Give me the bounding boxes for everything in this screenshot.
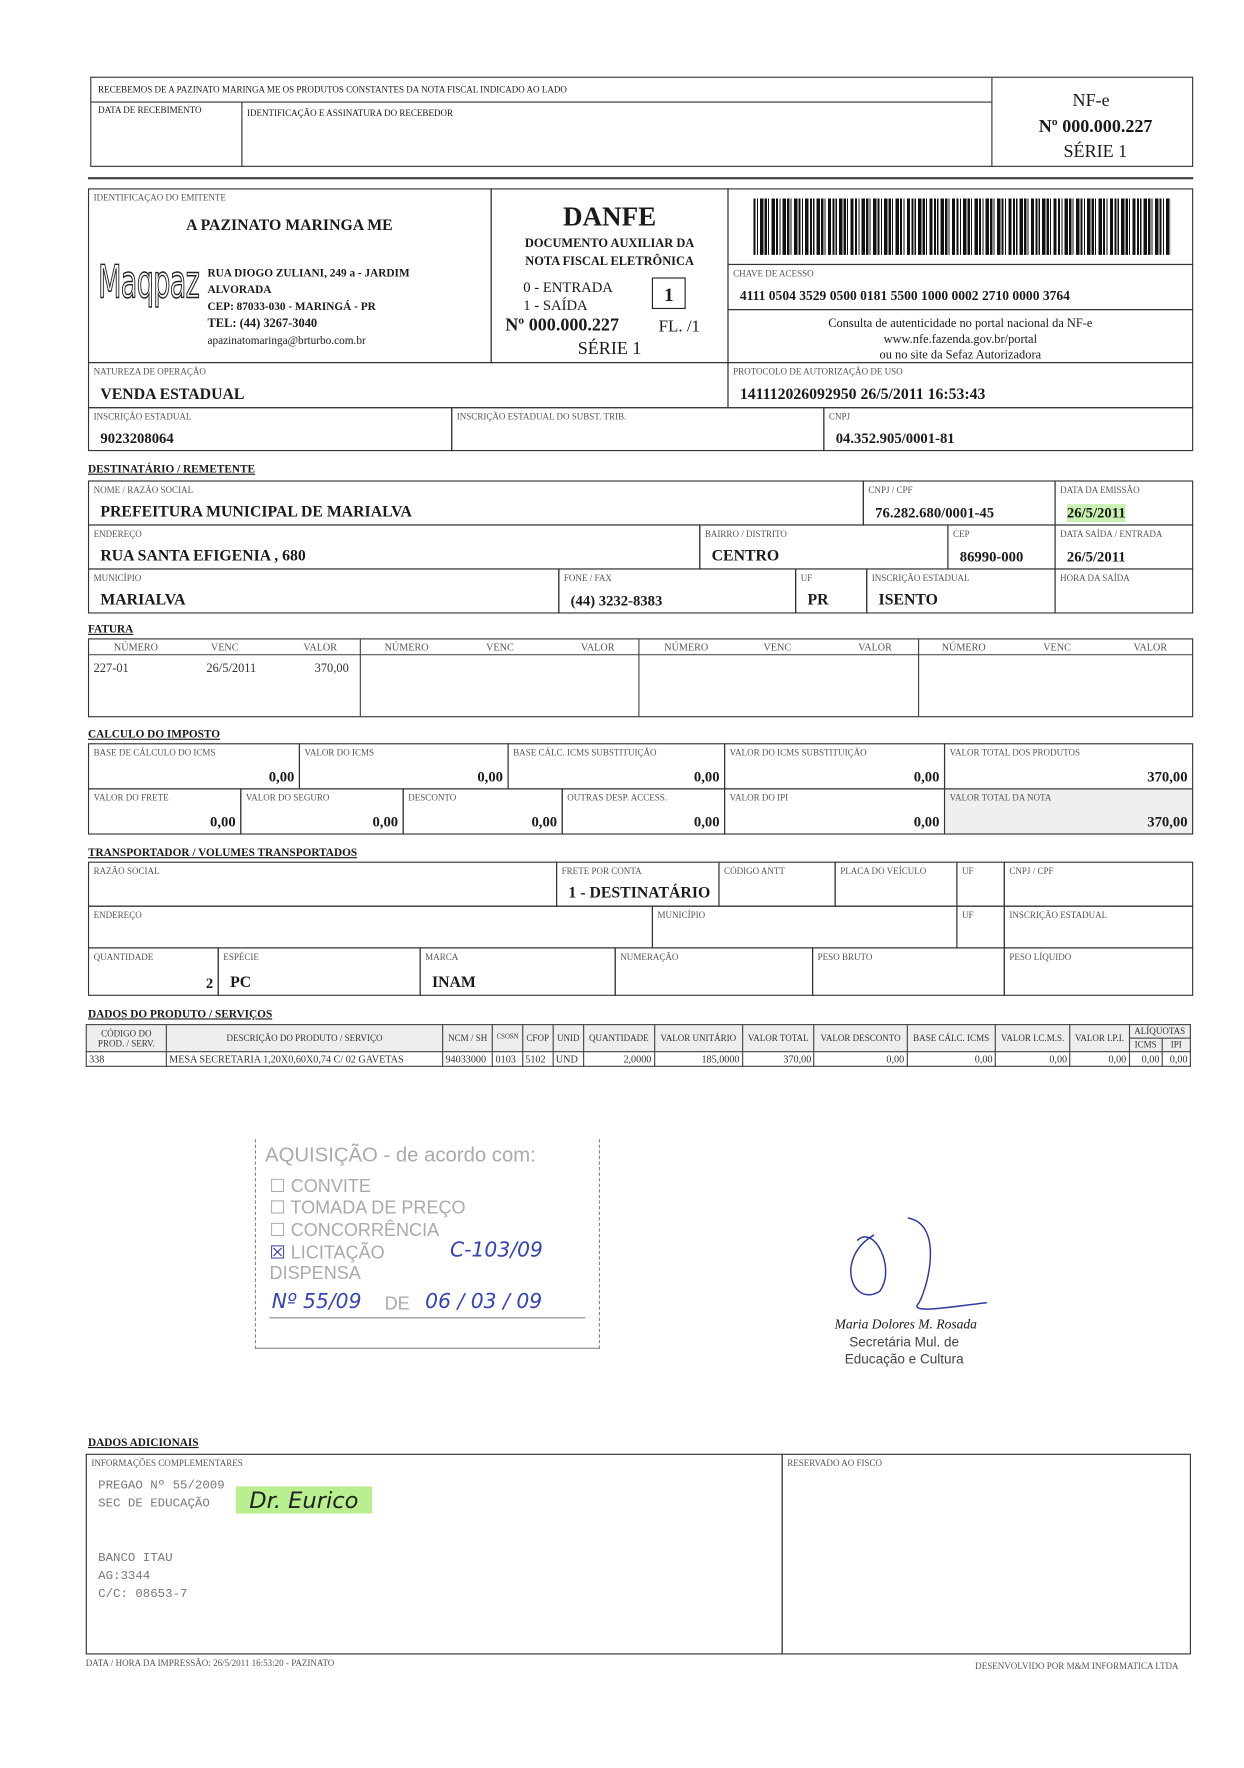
carrier-uf2-field xyxy=(956,906,1004,949)
invoice-section-title: FATURA xyxy=(87,623,134,637)
invoice-box xyxy=(88,638,1193,717)
recipient-address: RUA SANTA EFIGENIA , 680 xyxy=(100,548,306,566)
access-key-box xyxy=(727,264,1193,310)
recipient-name: PREFEITURA MUNICIPAL DE MARIALVA xyxy=(100,504,412,522)
info-line: BANCO ITAU xyxy=(98,1551,173,1566)
receipt-header: RECEBEMOS DE A PAZINATO MARINGA ME OS PRODUTOS CONSTANTES DA NOTA FISCAL INDICADO AO LADO xyxy=(98,84,567,95)
col-header: ICMS xyxy=(1129,1038,1162,1052)
frete-label: VALOR DO FRETE xyxy=(93,792,169,803)
col-header: VALOR I.C.M.S. xyxy=(995,1025,1070,1052)
recipient-cnpj-field xyxy=(863,480,1056,525)
quantity-field xyxy=(88,947,219,995)
entrada-option: 0 - ENTRADA xyxy=(523,278,613,296)
phone: (44) 3232-8383 xyxy=(570,592,663,610)
cep-label: CEP xyxy=(952,528,970,540)
municipio-field xyxy=(88,568,559,613)
recipient-ie-label: INSCRIÇÃO ESTADUAL xyxy=(871,572,970,584)
col-header: VALOR I.P.I. xyxy=(1070,1025,1129,1052)
product-discount: 0,00 xyxy=(814,1052,907,1067)
stamp-concorrencia: ☐ CONCORRÊNCIA xyxy=(269,1221,440,1241)
total-products: 370,00 xyxy=(1147,768,1188,785)
species: PC xyxy=(230,974,252,992)
info-line: SEC DE EDUCAÇÃO xyxy=(98,1497,210,1512)
stamp-concorrencia-label: CONCORRÊNCIA xyxy=(290,1221,440,1241)
col-header: QUANTIDADE xyxy=(583,1025,654,1052)
natureza-label: NATUREZA DE OPERAÇÃO xyxy=(93,366,206,377)
product-quantity: 2,0000 xyxy=(583,1052,654,1067)
col-header: VALOR UNITÁRIO xyxy=(654,1025,742,1052)
product-cfop: 5102 xyxy=(522,1052,553,1067)
stamp-licitacao-number: C-103/09 xyxy=(449,1238,543,1263)
col-header: DESCRIÇÃO DO PRODUTO / SERVIÇO xyxy=(166,1025,442,1052)
invoice-header-numero: NÚMERO xyxy=(941,641,986,653)
frete: 0,00 xyxy=(210,813,236,831)
invoice-header-valor: VALOR xyxy=(858,641,892,653)
invoice-header-valor: VALOR xyxy=(580,641,615,653)
uf-label: UF xyxy=(800,572,813,584)
table-row xyxy=(86,1052,1190,1067)
total-nota-label: VALOR TOTAL DA NOTA xyxy=(949,792,1052,803)
issuer-logo: Maqpaz xyxy=(98,257,200,310)
col-header: ALÍQUOTAS xyxy=(1129,1025,1190,1039)
stamp-licitacao: ☒ LICITAÇÃO xyxy=(269,1243,385,1264)
carrier-city-label: MUNICÍPIO xyxy=(657,910,706,921)
recipient-address-label: ENDEREÇO xyxy=(93,528,142,540)
products-table xyxy=(86,1024,1191,1067)
recipient-ie-field xyxy=(866,568,1055,613)
info-line xyxy=(98,1514,225,1532)
danfe-number: Nº 000.000.227 xyxy=(505,315,619,335)
carrier-uf2-label: UF xyxy=(962,910,974,921)
danfe-page: FL. /1 xyxy=(658,318,701,337)
stamp-convite-label: CONVITE xyxy=(290,1177,371,1197)
danfe-title: DANFE xyxy=(562,203,657,233)
valor-st-label: VALOR DO ICMS SUBSTITUIÇÃO xyxy=(729,747,867,758)
issuer-name: A PAZINATO MARINGA ME xyxy=(186,217,393,235)
recipient-section-title: DESTINATÁRIO / REMETENTE xyxy=(87,463,256,476)
product-ipi: 0,00 xyxy=(1070,1052,1129,1067)
col-header: UNID xyxy=(553,1025,584,1052)
ie-st-label: INSCRIÇÃO ESTADUAL DO SUBST. TRIB. xyxy=(456,411,627,422)
stamp-tomada-label: TOMADA DE PREÇO xyxy=(290,1198,466,1219)
developer-credit: DESENVOLVIDO POR M&M INFORMATICA LTDA xyxy=(975,1661,1179,1672)
product-code: 338 xyxy=(86,1052,166,1067)
signatory-role-1: Secretária Mul. de xyxy=(849,1334,960,1350)
product-icms: 0,00 xyxy=(995,1052,1070,1067)
carrier-name-label: RAZÃO SOCIAL xyxy=(93,866,160,877)
invoice-header-numero: NÚMERO xyxy=(664,641,709,653)
invoice-header-numero: NÚMERO xyxy=(384,641,429,653)
issue-date-label: DATA DA EMISSÃO xyxy=(1060,484,1140,496)
additional-info-text xyxy=(98,1477,225,1603)
col-header: CÓDIGO DO PROD. / SERV. xyxy=(86,1025,166,1052)
base-icms: 0,00 xyxy=(268,768,295,785)
barcode xyxy=(753,198,1170,254)
recipient-cnpj: 76.282.680/0001-45 xyxy=(875,504,995,522)
base-st: 0,00 xyxy=(693,768,720,785)
quantity: 2 xyxy=(205,974,214,992)
base-icms-field xyxy=(88,743,300,789)
recipient-cnpj-label: CNPJ / CPF xyxy=(868,484,913,496)
issue-date-field xyxy=(1054,480,1193,525)
barcode-box xyxy=(727,188,1193,265)
net-weight-field xyxy=(1004,947,1193,995)
operation-type: 1 xyxy=(652,277,686,309)
desconto-label: DESCONTO xyxy=(408,792,457,803)
carrier-address-field xyxy=(88,906,653,949)
issuer-email: apazinatomaringa@brturbo.com.br xyxy=(207,334,366,348)
base-icms-label: BASE DE CÁLCULO DO ICMS xyxy=(93,747,216,758)
outras-label: OUTRAS DESP. ACCESS. xyxy=(567,792,668,803)
invoice-header-valor: VALOR xyxy=(1133,641,1168,653)
plate-field xyxy=(835,862,958,907)
valor-st: 0,00 xyxy=(913,768,940,785)
antt-label: CÓDIGO ANTT xyxy=(724,866,785,877)
ipi-label: VALOR DO IPI xyxy=(729,792,789,803)
carrier-city-field xyxy=(652,906,958,949)
total-products-field xyxy=(944,743,1193,789)
issuer-cnpj-field xyxy=(823,407,1193,451)
bairro-field xyxy=(699,524,948,569)
freight-field xyxy=(556,862,720,907)
carrier-cnpj-field xyxy=(1004,862,1193,907)
saida-option: 1 - SAÍDA xyxy=(523,296,588,314)
bairro-label: BAIRRO / DISTRITO xyxy=(704,528,787,540)
desconto-field xyxy=(403,788,563,834)
brand-label: MARCA xyxy=(425,951,459,963)
fisco-label: RESERVADO AO FISCO xyxy=(787,1458,883,1469)
stamp-licitacao-label: LICITAÇÃO xyxy=(290,1243,385,1264)
transport-section-title: TRANSPORTADOR / VOLUMES TRANSPORTADOS xyxy=(87,846,358,860)
consulta-text: Consulta de autenticidade no portal nacional da NF-e xyxy=(828,316,1093,331)
uf-field xyxy=(795,568,867,613)
product-description: MESA SECRETARIA 1,20X0,60X0,74 C/ 02 GAVETAS xyxy=(166,1052,442,1067)
stamp-convite: ☐ CONVITE xyxy=(269,1177,371,1197)
exit-date-field xyxy=(1054,524,1193,569)
receipt-stub xyxy=(90,77,1193,167)
col-header: CSOSN xyxy=(493,1025,523,1052)
protocolo-field xyxy=(727,362,1193,408)
invoice-number: 227-01 xyxy=(93,662,129,676)
product-total: 370,00 xyxy=(742,1052,814,1067)
net-weight-label: PESO LÍQUIDO xyxy=(1009,951,1072,963)
fisco-box xyxy=(782,1454,1191,1655)
gross-weight-label: PESO BRUTO xyxy=(817,951,873,963)
products-header-row xyxy=(86,1025,1190,1039)
issue-date: 26/5/2011 xyxy=(1066,504,1126,522)
nfe-series: SÉRIE 1 xyxy=(1063,142,1128,162)
base-st-field xyxy=(508,743,726,789)
ie-field xyxy=(88,407,452,451)
issuer-label: IDENTIFICAÇAO DO EMITENTE xyxy=(93,192,226,204)
stamp-number: Nº 55/09 xyxy=(271,1290,362,1314)
quantity-label: QUANTIDADE xyxy=(93,951,154,963)
acquisition-stamp xyxy=(255,1139,600,1349)
protocolo-label: PROTOCOLO DE AUTORIZAÇÃO DE USO xyxy=(733,366,903,377)
outras: 0,00 xyxy=(693,813,720,831)
issuer-address xyxy=(208,265,410,350)
receipt-signature-label: IDENTIFICAÇÃO E ASSINATURA DO RECEBEDOR xyxy=(246,108,454,119)
plate-label: PLACA DO VEÍCULO xyxy=(840,866,927,877)
invoice-header-venc: VENC xyxy=(1043,641,1071,653)
product-csosn: 0103 xyxy=(493,1052,523,1067)
carrier-uf-label: UF xyxy=(962,866,974,877)
col-header: IPI xyxy=(1162,1038,1190,1052)
species-label: ESPÉCIE xyxy=(223,951,259,963)
recipient-name-field xyxy=(88,480,864,525)
antt-field xyxy=(718,862,835,907)
additional-info-label: INFORMAÇÕES COMPLEMENTARES xyxy=(91,1458,243,1469)
frete-field xyxy=(88,788,241,834)
uf: PR xyxy=(807,592,829,610)
natureza-field xyxy=(88,362,729,408)
issuer-phone: TEL: (44) 3267-3040 xyxy=(207,316,318,331)
info-line xyxy=(98,1532,225,1550)
valor-icms-field xyxy=(299,743,509,789)
municipio: MARIALVA xyxy=(100,592,186,610)
issuer-cep: CEP: 87033-030 - MARINGÁ - PR xyxy=(207,301,376,314)
cep-field xyxy=(947,524,1055,569)
stamp-tomada: ☐ TOMADA DE PREÇO xyxy=(269,1198,466,1219)
base-st-label: BASE CÁLC. ICMS SUBSTITUIÇÃO xyxy=(513,747,657,758)
phone-field xyxy=(558,568,796,613)
valor-icms: 0,00 xyxy=(477,768,503,785)
product-ncm: 94033000 xyxy=(443,1052,493,1067)
additional-info-box xyxy=(86,1454,783,1655)
municipio-label: MUNICÍPIO xyxy=(93,572,142,584)
exit-time-label: HORA DA SAÍDA xyxy=(1060,572,1130,584)
col-header: BASE CÁLC. ICMS xyxy=(907,1025,995,1052)
signature xyxy=(829,1212,1009,1370)
brand: INAM xyxy=(431,974,476,992)
signatory-name: Maria Dolores M. Rosada xyxy=(834,1316,977,1332)
recipient-name-label: NOME / RAZÃO SOCIAL xyxy=(93,484,194,496)
info-line: AG:3344 xyxy=(98,1569,151,1584)
issuer-cnpj: 04.352.905/0001-81 xyxy=(835,429,955,447)
species-field xyxy=(218,947,421,995)
invoice-header-valor: VALOR xyxy=(303,641,338,653)
print-timestamp: DATA / HORA DA IMPRESSÃO: 26/5/2011 16:53:20 - PAZINATO xyxy=(85,1657,335,1669)
product-unit-value: 185,0000 xyxy=(654,1052,742,1067)
valor-icms-label: VALOR DO ICMS xyxy=(304,747,375,758)
info-line: C/C: 08653-7 xyxy=(98,1587,188,1602)
carrier-ie-label: INSCRIÇÃO ESTADUAL xyxy=(1009,910,1108,921)
issuer-box xyxy=(88,188,492,363)
additional-section-title: DADOS ADICIONAIS xyxy=(87,1436,199,1450)
issuer-address-1: RUA DIOGO ZULIANI, 249 a - JARDIM xyxy=(207,267,410,280)
seguro-label: VALOR DO SEGURO xyxy=(245,792,330,803)
product-unit: UND xyxy=(553,1052,584,1067)
danfe-box xyxy=(491,188,729,363)
ie-value: 9023208064 xyxy=(100,429,174,447)
stamp-date: 06 / 03 / 09 xyxy=(425,1290,543,1314)
invoice-header-venc: VENC xyxy=(763,641,792,653)
natureza-value: VENDA ESTADUAL xyxy=(100,386,245,404)
stamp-de: DE xyxy=(384,1294,410,1314)
signatory-role-2: Educação e Cultura xyxy=(844,1351,964,1367)
total-products-label: VALOR TOTAL DOS PRODUTOS xyxy=(949,747,1080,758)
nfe-label: NF-e xyxy=(1072,91,1110,111)
exit-date: 26/5/2011 xyxy=(1066,548,1126,566)
col-header: CFOP xyxy=(522,1025,553,1052)
stamp-title: AQUISIÇÃO - de acordo com: xyxy=(265,1143,536,1167)
invoice-value: 370,00 xyxy=(314,662,349,676)
invoice-header-venc: VENC xyxy=(210,641,239,653)
products-section-title: DADOS DO PRODUTO / SERVIÇOS xyxy=(87,1008,273,1021)
info-line: PREGAO Nº 55/2009 xyxy=(98,1479,225,1494)
ipi-field xyxy=(724,788,945,834)
ie-st-field xyxy=(451,407,824,451)
carrier-ie-field xyxy=(1004,906,1193,949)
brand-field xyxy=(420,947,616,995)
access-key-label: CHAVE DE ACESSO xyxy=(733,268,814,279)
freight: 1 - DESTINATÁRIO xyxy=(568,885,711,903)
danfe-subtitle-1: DOCUMENTO AUXILIAR DA xyxy=(524,236,695,251)
issuer-address-2: ALVORADA xyxy=(207,284,272,297)
stamp-dispensa: DISPENSA xyxy=(269,1264,361,1284)
nfe-number: Nº 000.000.227 xyxy=(1038,117,1153,137)
invoice-header-numero: NÚMERO xyxy=(113,641,158,653)
danfe-series: SÉRIE 1 xyxy=(577,339,642,359)
tax-section-title: CALCULO DO IMPOSTO xyxy=(87,728,220,741)
numbering-field xyxy=(615,947,813,995)
protocolo-value: 141112026092950 26/5/2011 16:53:43 xyxy=(739,386,986,404)
exit-date-label: DATA SAÍDA / ENTRADA xyxy=(1060,528,1163,540)
product-aliq-ipi: 0,00 xyxy=(1162,1052,1190,1067)
invoice-header-venc: VENC xyxy=(486,641,514,653)
bairro: CENTRO xyxy=(711,548,780,566)
consulta-url[interactable]: www.nfe.fazenda.gov.br/portal xyxy=(883,332,1038,347)
ie-label: INSCRIÇÃO ESTADUAL xyxy=(93,411,192,422)
handwritten-note: Dr. Eurico xyxy=(236,1486,372,1513)
recipient-address-field xyxy=(88,524,700,569)
consulta-box xyxy=(727,309,1193,363)
phone-label: FONE / FAX xyxy=(563,572,612,584)
receipt-date-label: DATA DE RECEBIMENTO xyxy=(98,104,202,116)
gross-weight-field xyxy=(812,947,1005,995)
desconto: 0,00 xyxy=(531,813,558,831)
valor-st-field xyxy=(724,743,945,789)
recipient-ie: ISENTO xyxy=(878,592,938,610)
numbering-label: NUMERAÇÃO xyxy=(620,951,679,963)
total-nota: 370,00 xyxy=(1147,813,1188,831)
ipi: 0,00 xyxy=(913,813,940,831)
danfe-subtitle-2: NOTA FISCAL ELETRÔNICA xyxy=(525,254,694,269)
total-nota-field xyxy=(944,788,1193,834)
exit-time-field xyxy=(1054,568,1193,613)
issuer-cnpj-label: CNPJ xyxy=(828,411,851,422)
signature-scribble xyxy=(829,1212,1009,1319)
freight-label: FRETE POR CONTA xyxy=(561,866,642,877)
product-base-icms: 0,00 xyxy=(907,1052,995,1067)
carrier-uf-field xyxy=(956,862,1004,907)
invoice-due-date: 26/5/2011 xyxy=(206,662,257,676)
product-aliq-icms: 0,00 xyxy=(1129,1052,1162,1067)
carrier-address-label: ENDEREÇO xyxy=(93,910,142,921)
carrier-cnpj-label: CNPJ / CPF xyxy=(1009,866,1054,877)
access-key: 4111 0504 3529 0500 0181 5500 1000 0002 2710 0000 3764 xyxy=(739,287,1070,304)
outras-field xyxy=(562,788,726,834)
consulta-sefaz: ou no site da Sefaz Autorizadora xyxy=(879,348,1042,363)
col-header: VALOR DESCONTO xyxy=(814,1025,907,1052)
cep: 86990-000 xyxy=(959,548,1024,566)
col-header: VALOR TOTAL xyxy=(742,1025,814,1052)
col-header: NCM / SH xyxy=(443,1025,493,1052)
seguro-field xyxy=(240,788,404,834)
carrier-name-field xyxy=(88,862,557,907)
seguro: 0,00 xyxy=(372,813,399,831)
